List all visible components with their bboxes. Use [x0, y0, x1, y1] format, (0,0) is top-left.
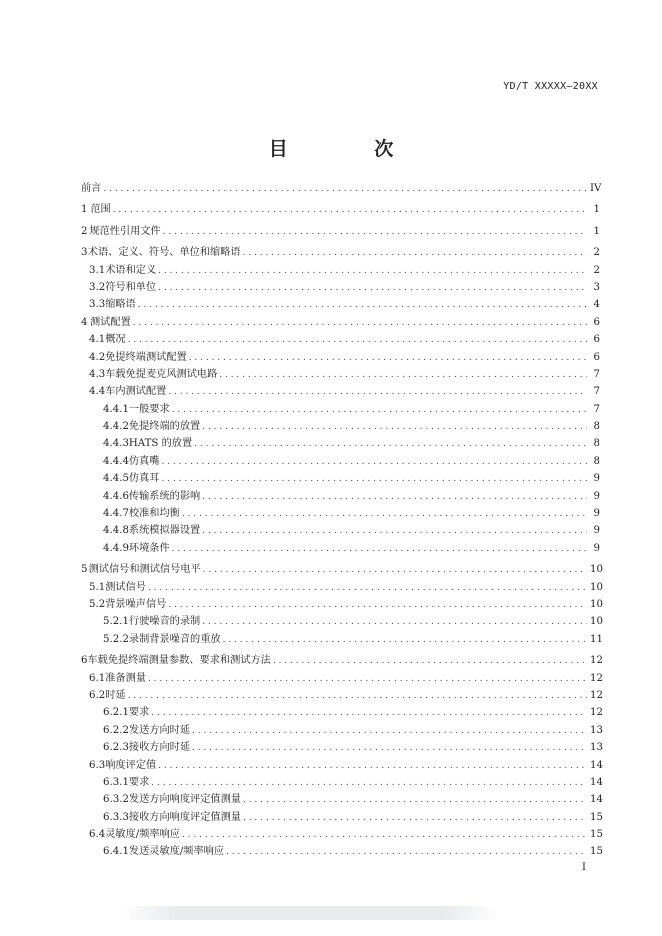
toc-entry-number: 6.3.2: [103, 794, 129, 806]
toc-entry[interactable]: [81, 561, 603, 578]
toc-entry[interactable]: [81, 331, 600, 348]
toc-entry-title: 概况: [105, 334, 126, 346]
toc-entry[interactable]: [81, 670, 603, 687]
toc-leader-dots: [219, 367, 587, 384]
toc-entry-number: 5.2.2: [103, 633, 129, 645]
toc-entry-title: 符号和单位: [105, 281, 157, 293]
toc-entry[interactable]: [81, 652, 603, 669]
toc-leader-dots: [163, 224, 587, 241]
toc-entry-page: 9: [593, 473, 600, 485]
toc-leader-dots: [182, 827, 587, 844]
toc-entry-page: 7: [593, 368, 600, 380]
toc-entry[interactable]: [81, 314, 600, 331]
toc-entry-number: 6.2.1: [103, 707, 129, 719]
toc-leader-dots: [202, 489, 587, 506]
toc-entry-page: 11: [590, 633, 603, 645]
toc-entry-page: 4: [593, 299, 600, 311]
toc-entry[interactable]: [81, 201, 600, 218]
toc-entry-title: 发送方向响度评定值测量: [128, 794, 241, 806]
toc-leader-dots: [128, 332, 587, 349]
toc-entry-page: 10: [590, 581, 603, 593]
toc-entry[interactable]: [81, 722, 603, 739]
toc-entry-number: 4.4.1: [103, 403, 129, 415]
toc-entry-page: 2: [593, 247, 600, 259]
toc-entry[interactable]: [81, 791, 603, 808]
toc-entry[interactable]: [81, 631, 603, 648]
toc-entry-page: 13: [590, 742, 603, 754]
toc-entry-title: 一般要求: [128, 403, 170, 415]
toc-leader-dots: [192, 740, 587, 757]
toc-entry-title: 车载免提麦克风测试电路: [105, 368, 218, 380]
toc-entry-number: 5.2: [89, 598, 106, 610]
toc-leader-dots: [161, 454, 587, 471]
toc-entry[interactable]: [81, 470, 600, 487]
toc-entry-title: 接收方向响度评定值测量: [128, 811, 241, 823]
toc-entry[interactable]: [81, 296, 600, 313]
toc-entry-number: 3.1: [89, 264, 106, 276]
toc-entry[interactable]: [81, 826, 603, 843]
toc-entry[interactable]: [81, 366, 600, 383]
toc-entry-title: 准备测量: [105, 672, 146, 684]
toc-entry-page: 9: [593, 542, 600, 554]
toc-entry-page: 13: [590, 724, 603, 736]
toc-entry-title: 前言: [81, 183, 102, 194]
toc-leader-dots: [158, 280, 587, 297]
scan-artifact-strip: [120, 906, 500, 920]
toc-leader-dots: [148, 580, 587, 597]
toc-entry-number: 4.2: [89, 351, 106, 363]
toc-leader-dots: [138, 297, 587, 314]
toc-leader-dots: [226, 844, 587, 861]
toc-entry-page: 1: [593, 225, 600, 237]
toc-entry-number: 4.4.9: [103, 542, 129, 554]
toc-entry[interactable]: [81, 757, 603, 774]
toc-entry-title: 缩略语: [105, 299, 136, 311]
toc-entry-number: 4.4.3: [103, 438, 129, 450]
toc-entry[interactable]: [81, 223, 600, 240]
toc-leader-dots: [202, 614, 587, 631]
toc-entry-title: 环境条件: [128, 542, 170, 554]
toc-entry-title: 范围: [90, 204, 111, 216]
toc-entry-number: 4.3: [89, 368, 106, 380]
toc-entry[interactable]: [81, 704, 603, 721]
toc-entry-number: 2: [81, 225, 88, 237]
page-title: 目 次: [268, 138, 434, 160]
document-code: YD/T XXXXX—20XX: [503, 81, 598, 92]
toc-entry-page: 12: [590, 707, 603, 719]
toc-entry-number: 4.1: [89, 334, 106, 346]
toc-leader-dots: [273, 653, 587, 670]
toc-leader-dots: [133, 315, 587, 332]
toc-entry-page: 8: [593, 421, 600, 433]
toc-entry-number: 3: [81, 247, 88, 259]
toc-entry-page: 1: [593, 204, 600, 216]
toc-entry[interactable]: [81, 453, 600, 470]
toc-entry-number: 6.2.3: [103, 742, 129, 754]
toc-entry[interactable]: [81, 579, 603, 596]
toc-entry-number: 3.2: [89, 281, 106, 293]
toc-entry[interactable]: [81, 687, 603, 704]
toc-leader-dots: [151, 775, 587, 792]
toc-entry[interactable]: [81, 180, 600, 197]
toc-entry-number: 6.3.3: [103, 811, 129, 823]
toc-leader-dots: [243, 810, 587, 827]
toc-entry-title: 规范性引用文件: [89, 225, 161, 237]
toc-entry[interactable]: [81, 843, 603, 860]
toc-entry-title: HATS 的放置: [128, 438, 193, 450]
toc-entry[interactable]: [81, 774, 603, 791]
toc-entry-number: 1: [81, 204, 88, 216]
toc-entry-page: 6: [593, 316, 600, 328]
toc-entry-number: 4.4.6: [103, 490, 129, 502]
toc-entry[interactable]: [81, 540, 600, 557]
toc-entry[interactable]: [81, 505, 600, 522]
toc-leader-dots: [148, 671, 587, 688]
page-number: I: [582, 862, 586, 873]
toc-leader-dots: [182, 506, 587, 523]
toc-entry-title: 传输系统的影响: [128, 490, 201, 502]
toc-leader-dots: [203, 562, 587, 579]
toc-entry-title: 时延: [105, 689, 126, 701]
toc-entry-number: 4.4: [89, 386, 106, 398]
toc-entry-title: 接收方向时延: [128, 742, 191, 754]
toc-entry-number: 5: [81, 564, 88, 576]
toc-entry[interactable]: [81, 522, 600, 539]
toc-entry-page: 8: [593, 455, 600, 467]
toc-leader-dots: [158, 263, 587, 280]
toc-leader-dots: [113, 202, 587, 219]
toc-entry-page: 10: [590, 564, 603, 576]
toc-entry-number: 6: [81, 655, 88, 667]
toc-entry-number: 6.3.1: [103, 776, 129, 788]
toc-entry[interactable]: [81, 244, 600, 261]
toc-entry[interactable]: [81, 596, 603, 613]
toc-entry-page: 10: [590, 598, 603, 610]
toc-entry-page: 12: [590, 672, 603, 684]
toc-leader-dots: [202, 419, 587, 436]
toc-entry-number: 5.1: [89, 581, 106, 593]
toc-leader-dots: [172, 402, 587, 419]
toc-entry-number: 4: [81, 316, 88, 328]
toc-entry-number: 6.4.1: [103, 846, 129, 858]
toc-leader-dots: [168, 597, 587, 614]
toc-entry-page: 14: [590, 759, 603, 771]
toc-entry-page: 3: [593, 281, 600, 293]
toc-leader-dots: [192, 723, 587, 740]
toc-entry-number: 3.3: [89, 299, 106, 311]
toc-entry-page: 6: [593, 334, 600, 346]
toc-entry-page: 15: [590, 846, 603, 858]
toc-entry-title: 车内测试配置: [105, 386, 167, 398]
toc-entry-page: 9: [593, 490, 600, 502]
toc-entry-title: 术语和定义: [105, 264, 157, 276]
toc-entry-number: 4.4.7: [103, 508, 129, 520]
toc-entry-title: 车载免提终端测量参数、要求和测试方法: [87, 655, 271, 667]
toc-entry[interactable]: [81, 739, 603, 756]
toc-leader-dots: [194, 436, 587, 453]
toc-entry-number: 4.4.8: [103, 525, 129, 537]
toc-entry-title: 发送灵敏度/频率响应: [128, 846, 225, 858]
toc-entry-title: 响度评定值: [105, 759, 157, 771]
toc-leader-dots: [158, 758, 587, 775]
toc-entry-page: IV: [590, 183, 602, 194]
toc-entry-page: 10: [590, 616, 603, 628]
toc-entry-title: 录制背景噪音的重放: [128, 633, 221, 645]
toc-entry-page: 2: [593, 264, 600, 276]
toc-entry-title: 系统模拟器设置: [128, 525, 201, 537]
toc-entry-number: 4.4.2: [103, 421, 129, 433]
toc-leader-dots: [161, 471, 587, 488]
toc-leader-dots: [103, 181, 587, 198]
toc-entry-title: 测试信号和测试信号电平: [88, 564, 201, 576]
toc-entry[interactable]: [81, 262, 600, 279]
toc-leader-dots: [243, 245, 587, 262]
table-of-contents: [81, 180, 603, 861]
toc-entry-title: 校准和均衡: [128, 508, 180, 520]
toc-entry-page: 8: [593, 438, 600, 450]
toc-entry[interactable]: [81, 401, 600, 418]
toc-entry[interactable]: [81, 279, 600, 296]
toc-entry-page: 9: [593, 525, 600, 537]
toc-entry-number: 4.4.5: [103, 473, 129, 485]
toc-entry-number: 4.4.4: [103, 455, 129, 467]
toc-entry-title: 仿真嘴: [128, 455, 160, 467]
toc-entry-page: 15: [590, 811, 603, 823]
toc-entry-page: 7: [593, 386, 600, 398]
toc-entry[interactable]: [81, 435, 600, 452]
toc-leader-dots: [243, 792, 587, 809]
toc-entry[interactable]: [81, 488, 600, 505]
toc-entry-number: 6.3: [89, 759, 106, 771]
toc-leader-dots: [172, 541, 587, 558]
toc-entry-title: 要求: [128, 776, 150, 788]
toc-entry[interactable]: [81, 809, 603, 826]
toc-entry-title: 测试信号: [105, 581, 146, 593]
toc-entry-page: 9: [593, 508, 600, 520]
toc-entry-number: 5.2.1: [103, 616, 129, 628]
toc-entry[interactable]: [81, 349, 600, 366]
toc-leader-dots: [189, 350, 587, 367]
toc-entry-number: 6.4: [89, 829, 106, 841]
toc-entry-page: 12: [590, 655, 603, 667]
toc-entry[interactable]: [81, 613, 603, 630]
toc-entry-title: 仿真耳: [128, 473, 160, 485]
toc-entry-page: 7: [593, 403, 600, 415]
toc-entry[interactable]: [81, 383, 600, 400]
toc-entry-title: 术语、定义、符号、单位和缩略语: [87, 247, 241, 259]
toc-entry-title: 灵敏度/频率响应: [105, 829, 180, 841]
toc-entry-number: 6.2: [89, 689, 106, 701]
toc-entry-page: 6: [593, 351, 600, 363]
toc-leader-dots: [128, 688, 587, 705]
toc-entry-page: 12: [590, 689, 603, 701]
toc-leader-dots: [151, 705, 587, 722]
toc-entry-title: 行驶噪音的录制: [128, 616, 201, 628]
toc-entry-title: 测试配置: [89, 316, 131, 328]
toc-entry-title: 免提终端的放置: [128, 421, 201, 433]
toc-entry-title: 免提终端测试配置: [105, 351, 187, 363]
toc-leader-dots: [202, 523, 587, 540]
toc-entry-page: 15: [590, 829, 603, 841]
toc-entry[interactable]: [81, 418, 600, 435]
toc-entry-title: 发送方向时延: [128, 724, 191, 736]
toc-entry-number: 6.1: [89, 672, 106, 684]
toc-entry-page: 14: [590, 776, 603, 788]
toc-entry-title: 背景噪声信号: [105, 598, 167, 610]
toc-entry-page: 14: [590, 794, 603, 806]
toc-leader-dots: [168, 384, 587, 401]
toc-entry-title: 要求: [128, 707, 150, 719]
toc-entry-number: 6.2.2: [103, 724, 129, 736]
toc-leader-dots: [223, 632, 587, 649]
